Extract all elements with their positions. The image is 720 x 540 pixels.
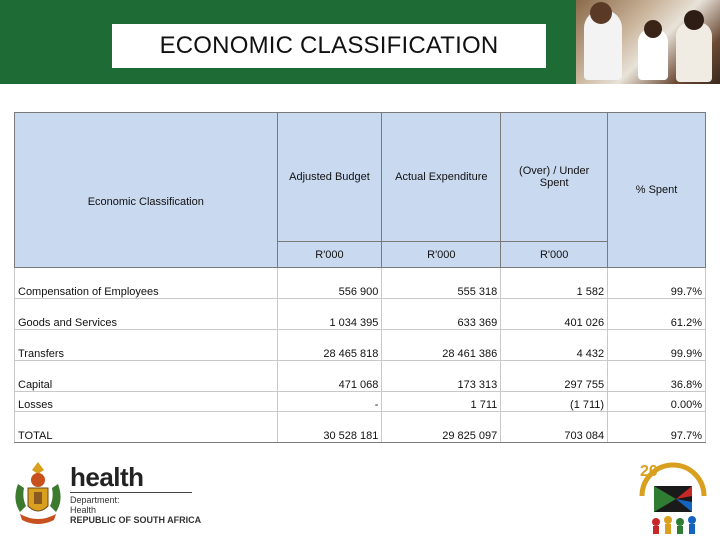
header-percent-spent: % Spent <box>608 113 706 268</box>
header-economic-classification: Economic Classification <box>15 113 278 268</box>
title-box <box>112 24 546 68</box>
dept-line-1: Department: <box>70 495 120 505</box>
cell-variance: 1 582 <box>501 268 608 299</box>
cell-budget: - <box>277 392 382 412</box>
cell-actual: 28 461 386 <box>382 330 501 361</box>
cell-percent: 61.2% <box>608 299 706 330</box>
cell-actual: 1 711 <box>382 392 501 412</box>
cell-actual: 173 313 <box>382 361 501 392</box>
cell-percent: 0.00% <box>608 392 706 412</box>
cell-actual: 633 369 <box>382 299 501 330</box>
table-row-total <box>15 412 706 443</box>
cell-variance: (1 711) <box>501 392 608 412</box>
coat-of-arms-logo <box>10 460 66 526</box>
page-title: ECONOMIC CLASSIFICATION <box>159 32 499 59</box>
department-text <box>70 495 201 525</box>
row-label: Losses <box>15 392 278 412</box>
cell-budget: 30 528 181 <box>277 412 382 443</box>
row-label: Compensation of Employees <box>15 268 278 299</box>
twenty-years-freedom-logo <box>636 456 710 536</box>
cell-percent: 99.7% <box>608 268 706 299</box>
cell-variance: 4 432 <box>501 330 608 361</box>
dept-line-3: REPUBLIC OF SOUTH AFRICA <box>70 515 202 525</box>
unit-over-under-spent: R'000 <box>501 242 608 268</box>
title-banner <box>0 0 720 84</box>
table-row <box>15 299 706 330</box>
table-row <box>15 392 706 412</box>
header-actual-expenditure: Actual Expenditure <box>382 113 501 242</box>
table-header-row <box>15 113 706 242</box>
cell-budget: 556 900 <box>277 268 382 299</box>
health-wordmark: health <box>70 462 144 492</box>
wordmark-divider <box>70 492 192 493</box>
cell-variance: 297 755 <box>501 361 608 392</box>
table-row <box>15 330 706 361</box>
header-adjusted-budget: Adjusted Budget <box>277 113 382 242</box>
cell-budget: 1 034 395 <box>277 299 382 330</box>
row-label: TOTAL <box>15 412 278 443</box>
cell-variance: 401 026 <box>501 299 608 330</box>
row-label: Transfers <box>15 330 278 361</box>
cell-actual: 555 318 <box>382 268 501 299</box>
unit-actual-expenditure: R'000 <box>382 242 501 268</box>
cell-budget: 28 465 818 <box>277 330 382 361</box>
svg-text:20: 20 <box>640 463 658 480</box>
cell-budget: 471 068 <box>277 361 382 392</box>
cell-actual: 29 825 097 <box>382 412 501 443</box>
cell-variance: 703 084 <box>501 412 608 443</box>
cell-percent: 36.8% <box>608 361 706 392</box>
healthcare-photo <box>576 0 720 84</box>
dept-line-2: Health <box>70 505 97 515</box>
row-label: Goods and Services <box>15 299 278 330</box>
table-row <box>15 361 706 392</box>
header-over-under-spent: (Over) / Under Spent <box>501 113 608 242</box>
unit-adjusted-budget: R'000 <box>277 242 382 268</box>
row-label: Capital <box>15 361 278 392</box>
cell-percent: 97.7% <box>608 412 706 443</box>
economic-classification-table <box>14 112 706 443</box>
table-row <box>15 268 706 299</box>
cell-percent: 99.9% <box>608 330 706 361</box>
